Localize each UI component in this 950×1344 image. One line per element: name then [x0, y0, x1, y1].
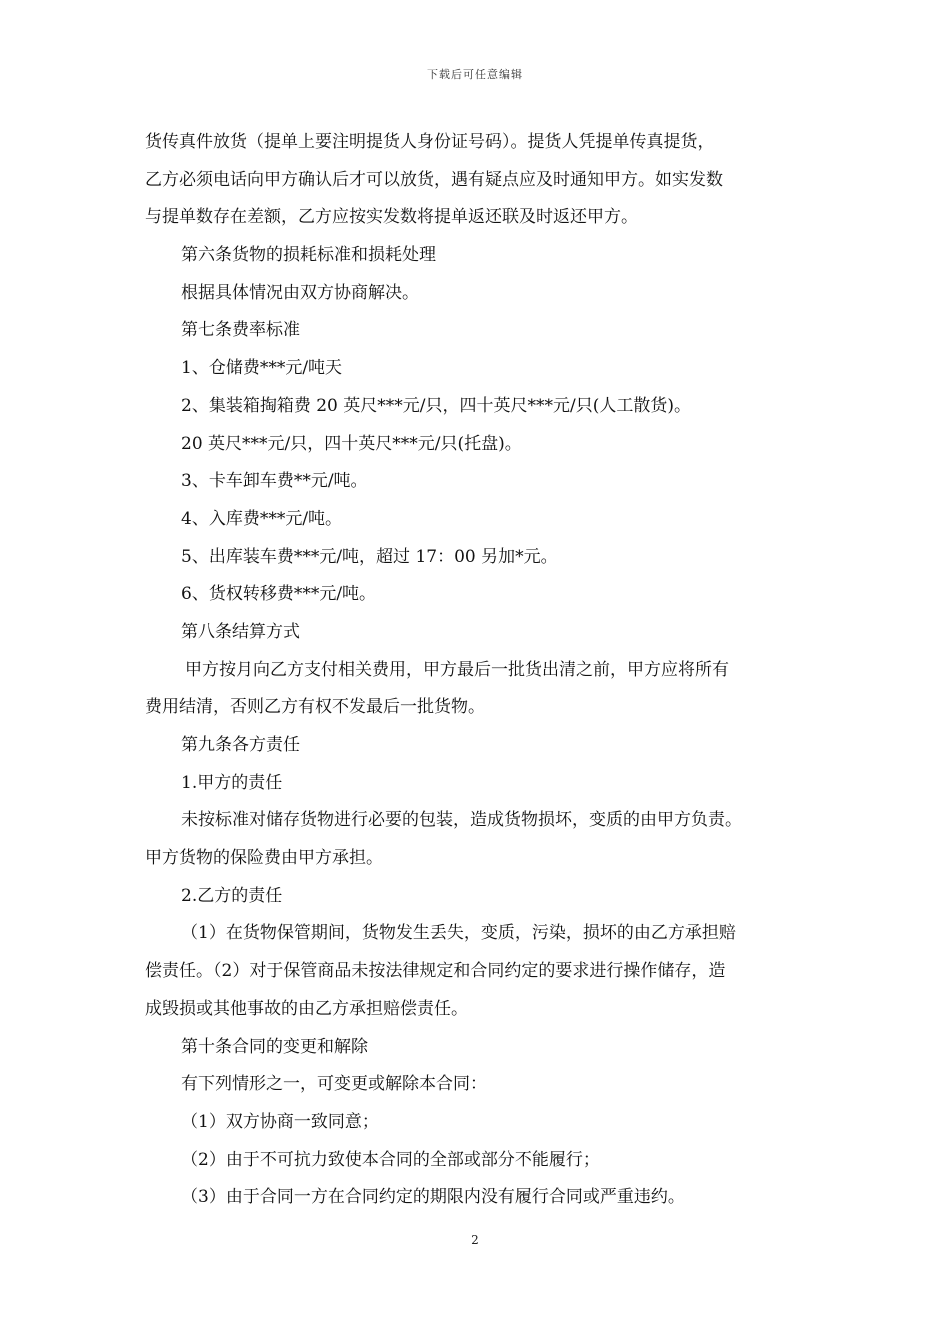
paragraph-line: 费用结清，否则乙方有权不发最后一批货物。 [145, 697, 485, 718]
section-heading-9: 第九条各方责任 [181, 735, 300, 755]
paragraph-line: 偿责任。（2）对于保管商品未按法律规定和合同约定的要求进行操作储存，造 [145, 961, 726, 982]
page-number: 2 [471, 1233, 479, 1247]
paragraph-line: 有下列情形之一，可变更或解除本合同： [181, 1074, 487, 1095]
list-item: （1）双方协商一致同意； [181, 1111, 379, 1132]
paragraph-line: 甲方按月向乙方支付相关费用，甲方最后一批货出清之前，甲方应将所有 [185, 659, 729, 680]
paragraph-line: 未按标准对储存货物进行必要的包装，造成货物损坏，变质的由甲方负责。 [181, 810, 742, 831]
list-item: 20 英尺***元/只，四十英尺***元/只(托盘)。 [181, 433, 522, 454]
paragraph-line: 根据具体情况由双方协商解决。 [181, 282, 419, 303]
list-item: 5、出库装车费***元/吨，超过 17：00 另加*元。 [181, 546, 558, 567]
list-item: 6、货权转移费***元/吨。 [181, 584, 377, 605]
paragraph-line: 甲方货物的保险费由甲方承担。 [145, 848, 383, 869]
page-header: 下载后可任意编辑 [427, 68, 523, 81]
document-body [145, 124, 809, 1217]
section-heading-6: 第六条货物的损耗标准和损耗处理 [181, 245, 436, 266]
list-item: 1、仓储费***元/吨天 [181, 358, 343, 379]
list-item: 4、入库费***元/吨。 [181, 508, 343, 529]
list-item: 2、集装箱掏箱费 20 英尺***元/只，四十英尺***元/只(人工散货)。 [181, 395, 691, 416]
section-heading-10: 第十条合同的变更和解除 [181, 1036, 368, 1057]
paragraph-line: （1）在货物保管期间，货物发生丢失，变质，污染，损坏的由乙方承担赔 [181, 923, 736, 944]
list-item: 3、卡车卸车费**元/吨。 [181, 471, 368, 492]
paragraph-line: 成毁损或其他事故的由乙方承担赔偿责任。 [145, 998, 468, 1019]
paragraph-line: 乙方必须电话向甲方确认后才可以放货，遇有疑点应及时通知甲方。如实发数 [145, 169, 723, 190]
section-heading-7: 第七条费率标准 [181, 320, 300, 341]
paragraph-line: 与提单数存在差额，乙方应按实发数将提单返还联及时返还甲方。 [145, 207, 638, 228]
subsection-heading: 2.乙方的责任 [181, 885, 283, 906]
subsection-heading: 1.甲方的责任 [181, 772, 283, 793]
list-item: （3）由于合同一方在合同约定的期限内没有履行合同或严重违约。 [181, 1187, 685, 1208]
paragraph-line: 货传真件放货（提单上要注明提货人身份证号码）。提货人凭提单传真提货， [145, 132, 715, 152]
list-item: （2）由于不可抗力致使本合同的全部或部分不能履行； [181, 1149, 600, 1170]
section-heading-8: 第八条结算方式 [181, 621, 300, 642]
